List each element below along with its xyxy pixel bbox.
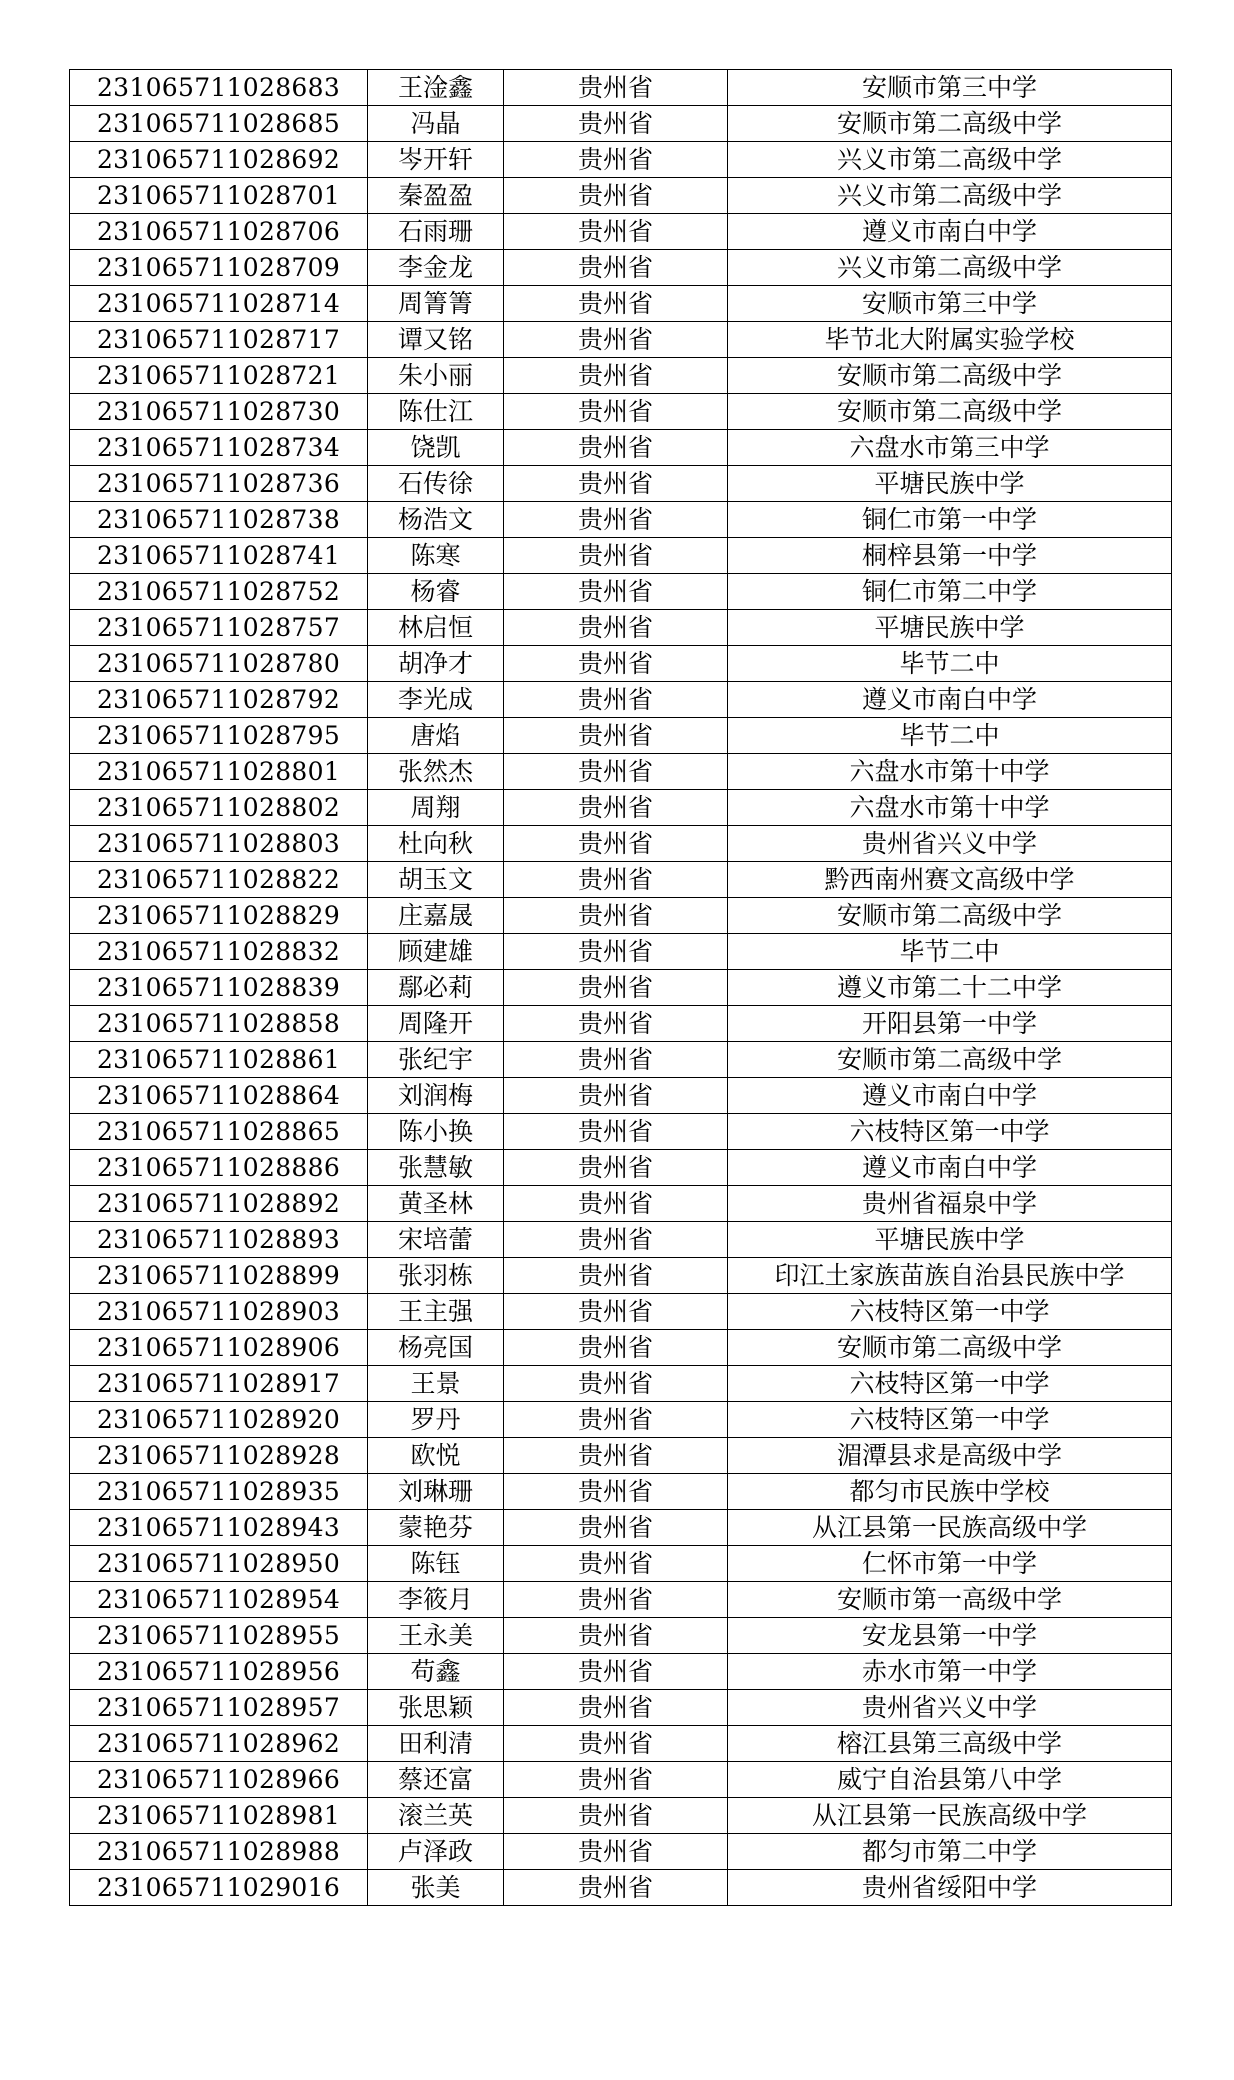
province-cell: 贵州省	[504, 322, 728, 358]
school-cell: 安顺市第一高级中学	[728, 1582, 1172, 1618]
student-name-cell: 李金龙	[368, 250, 504, 286]
province-cell: 贵州省	[504, 1690, 728, 1726]
student-id-cell: 231065711028706	[70, 214, 368, 250]
student-name-cell: 杨亮国	[368, 1330, 504, 1366]
school-cell: 都匀市民族中学校	[728, 1474, 1172, 1510]
student-name-cell: 黄圣林	[368, 1186, 504, 1222]
student-name-cell: 杨浩文	[368, 502, 504, 538]
table-row	[70, 1006, 1172, 1042]
province-cell: 贵州省	[504, 754, 728, 790]
school-cell: 印江土家族苗族自治县民族中学	[728, 1258, 1172, 1294]
table-row	[70, 70, 1172, 106]
student-id-cell: 231065711028956	[70, 1654, 368, 1690]
student-name-cell: 秦盈盈	[368, 178, 504, 214]
school-cell: 湄潭县求是高级中学	[728, 1438, 1172, 1474]
school-cell: 兴义市第二高级中学	[728, 250, 1172, 286]
table-row	[70, 178, 1172, 214]
student-id-cell: 231065711028717	[70, 322, 368, 358]
table-row	[70, 682, 1172, 718]
province-cell: 贵州省	[504, 1366, 728, 1402]
student-name-cell: 鄢必莉	[368, 970, 504, 1006]
student-name-cell: 刘润梅	[368, 1078, 504, 1114]
student-name-cell: 岑开轩	[368, 142, 504, 178]
school-cell: 安顺市第二高级中学	[728, 898, 1172, 934]
student-id-cell: 231065711028861	[70, 1042, 368, 1078]
table-row	[70, 1078, 1172, 1114]
province-cell: 贵州省	[504, 574, 728, 610]
table-row	[70, 1330, 1172, 1366]
school-cell: 平塘民族中学	[728, 1222, 1172, 1258]
student-id-cell: 231065711028738	[70, 502, 368, 538]
school-cell: 毕节二中	[728, 934, 1172, 970]
table-row	[70, 394, 1172, 430]
table-row	[70, 646, 1172, 682]
province-cell: 贵州省	[504, 1510, 728, 1546]
province-cell: 贵州省	[504, 826, 728, 862]
student-id-cell: 231065711028839	[70, 970, 368, 1006]
table-row	[70, 862, 1172, 898]
province-cell: 贵州省	[504, 1294, 728, 1330]
province-cell: 贵州省	[504, 682, 728, 718]
school-cell: 安龙县第一中学	[728, 1618, 1172, 1654]
table-row	[70, 1042, 1172, 1078]
student-name-cell: 田利清	[368, 1726, 504, 1762]
province-cell: 贵州省	[504, 1654, 728, 1690]
province-cell: 贵州省	[504, 1006, 728, 1042]
student-name-cell: 张慧敏	[368, 1150, 504, 1186]
table-row	[70, 322, 1172, 358]
school-cell: 仁怀市第一中学	[728, 1546, 1172, 1582]
school-cell: 铜仁市第二中学	[728, 574, 1172, 610]
table-row	[70, 1582, 1172, 1618]
province-cell: 贵州省	[504, 1078, 728, 1114]
student-name-cell: 张羽栋	[368, 1258, 504, 1294]
province-cell: 贵州省	[504, 898, 728, 934]
student-name-cell: 唐焰	[368, 718, 504, 754]
student-id-cell: 231065711028752	[70, 574, 368, 610]
school-cell: 遵义市南白中学	[728, 1150, 1172, 1186]
table-row	[70, 286, 1172, 322]
student-id-cell: 231065711028858	[70, 1006, 368, 1042]
province-cell: 贵州省	[504, 502, 728, 538]
student-id-cell: 231065711028721	[70, 358, 368, 394]
school-cell: 安顺市第二高级中学	[728, 106, 1172, 142]
student-name-cell: 卢泽政	[368, 1834, 504, 1870]
student-name-cell: 陈仕江	[368, 394, 504, 430]
province-cell: 贵州省	[504, 214, 728, 250]
student-id-cell: 231065711028803	[70, 826, 368, 862]
province-cell: 贵州省	[504, 1402, 728, 1438]
school-cell: 六盘水市第三中学	[728, 430, 1172, 466]
table-row	[70, 1186, 1172, 1222]
student-id-cell: 231065711028709	[70, 250, 368, 286]
student-id-cell: 231065711028886	[70, 1150, 368, 1186]
province-cell: 贵州省	[504, 1186, 728, 1222]
school-cell: 平塘民族中学	[728, 610, 1172, 646]
school-cell: 贵州省福泉中学	[728, 1186, 1172, 1222]
table-row	[70, 358, 1172, 394]
school-cell: 贵州省兴义中学	[728, 1690, 1172, 1726]
student-table	[69, 69, 1172, 1906]
student-id-cell: 231065711028822	[70, 862, 368, 898]
student-id-cell: 231065711028757	[70, 610, 368, 646]
table-row	[70, 898, 1172, 934]
student-name-cell: 王景	[368, 1366, 504, 1402]
province-cell: 贵州省	[504, 394, 728, 430]
student-name-cell: 张然杰	[368, 754, 504, 790]
student-id-cell: 231065711028935	[70, 1474, 368, 1510]
student-name-cell: 庄嘉晟	[368, 898, 504, 934]
student-id-cell: 231065711028864	[70, 1078, 368, 1114]
student-name-cell: 苟鑫	[368, 1654, 504, 1690]
student-name-cell: 冯晶	[368, 106, 504, 142]
school-cell: 遵义市南白中学	[728, 682, 1172, 718]
table-row	[70, 934, 1172, 970]
province-cell: 贵州省	[504, 1618, 728, 1654]
school-cell: 铜仁市第一中学	[728, 502, 1172, 538]
province-cell: 贵州省	[504, 718, 728, 754]
province-cell: 贵州省	[504, 1582, 728, 1618]
student-id-cell: 231065711028893	[70, 1222, 368, 1258]
school-cell: 从江县第一民族高级中学	[728, 1510, 1172, 1546]
student-id-cell: 231065711028892	[70, 1186, 368, 1222]
province-cell: 贵州省	[504, 1258, 728, 1294]
school-cell: 安顺市第二高级中学	[728, 394, 1172, 430]
school-cell: 六盘水市第十中学	[728, 754, 1172, 790]
school-cell: 六枝特区第一中学	[728, 1114, 1172, 1150]
student-name-cell: 张美	[368, 1870, 504, 1906]
table-row	[70, 1870, 1172, 1906]
school-cell: 六枝特区第一中学	[728, 1294, 1172, 1330]
province-cell: 贵州省	[504, 1726, 728, 1762]
table-row	[70, 1258, 1172, 1294]
student-name-cell: 陈寒	[368, 538, 504, 574]
province-cell: 贵州省	[504, 250, 728, 286]
province-cell: 贵州省	[504, 1150, 728, 1186]
student-id-cell: 231065711028683	[70, 70, 368, 106]
school-cell: 开阳县第一中学	[728, 1006, 1172, 1042]
student-id-cell: 231065711028802	[70, 790, 368, 826]
table-row	[70, 1510, 1172, 1546]
student-id-cell: 231065711028829	[70, 898, 368, 934]
student-name-cell: 杜向秋	[368, 826, 504, 862]
school-cell: 威宁自治县第八中学	[728, 1762, 1172, 1798]
table-row	[70, 826, 1172, 862]
school-cell: 黔西南州赛文高级中学	[728, 862, 1172, 898]
table-row	[70, 1402, 1172, 1438]
school-cell: 兴义市第二高级中学	[728, 178, 1172, 214]
student-name-cell: 王淦鑫	[368, 70, 504, 106]
student-id-cell: 231065711028988	[70, 1834, 368, 1870]
province-cell: 贵州省	[504, 862, 728, 898]
province-cell: 贵州省	[504, 1798, 728, 1834]
province-cell: 贵州省	[504, 1438, 728, 1474]
table-row	[70, 790, 1172, 826]
student-name-cell: 李光成	[368, 682, 504, 718]
table-row	[70, 610, 1172, 646]
school-cell: 遵义市南白中学	[728, 1078, 1172, 1114]
province-cell: 贵州省	[504, 1114, 728, 1150]
school-cell: 安顺市第二高级中学	[728, 358, 1172, 394]
table-row	[70, 142, 1172, 178]
student-id-cell: 231065711028906	[70, 1330, 368, 1366]
student-id-cell: 231065711028701	[70, 178, 368, 214]
province-cell: 贵州省	[504, 286, 728, 322]
table-row	[70, 574, 1172, 610]
table-row	[70, 1726, 1172, 1762]
school-cell: 贵州省兴义中学	[728, 826, 1172, 862]
table-row	[70, 1762, 1172, 1798]
province-cell: 贵州省	[504, 538, 728, 574]
student-name-cell: 蔡还富	[368, 1762, 504, 1798]
student-name-cell: 王永美	[368, 1618, 504, 1654]
province-cell: 贵州省	[504, 790, 728, 826]
student-name-cell: 周箐箐	[368, 286, 504, 322]
table-row	[70, 538, 1172, 574]
table-row	[70, 970, 1172, 1006]
student-id-cell: 231065711028962	[70, 1726, 368, 1762]
province-cell: 贵州省	[504, 106, 728, 142]
student-name-cell: 石传徐	[368, 466, 504, 502]
student-name-cell: 罗丹	[368, 1402, 504, 1438]
province-cell: 贵州省	[504, 934, 728, 970]
student-id-cell: 231065711028954	[70, 1582, 368, 1618]
student-id-cell: 231065711028917	[70, 1366, 368, 1402]
student-id-cell: 231065711028792	[70, 682, 368, 718]
school-cell: 遵义市第二十二中学	[728, 970, 1172, 1006]
school-cell: 毕节二中	[728, 718, 1172, 754]
province-cell: 贵州省	[504, 1870, 728, 1906]
student-name-cell: 陈小换	[368, 1114, 504, 1150]
student-id-cell: 231065711028957	[70, 1690, 368, 1726]
student-name-cell: 石雨珊	[368, 214, 504, 250]
student-id-cell: 231065711028943	[70, 1510, 368, 1546]
province-cell: 贵州省	[504, 430, 728, 466]
table-row	[70, 1654, 1172, 1690]
student-name-cell: 胡净才	[368, 646, 504, 682]
school-cell: 从江县第一民族高级中学	[728, 1798, 1172, 1834]
student-id-cell: 231065711028950	[70, 1546, 368, 1582]
province-cell: 贵州省	[504, 1042, 728, 1078]
student-id-cell: 231065711028685	[70, 106, 368, 142]
student-id-cell: 231065711028741	[70, 538, 368, 574]
province-cell: 贵州省	[504, 178, 728, 214]
province-cell: 贵州省	[504, 70, 728, 106]
student-table-body	[70, 70, 1172, 1906]
table-row	[70, 1474, 1172, 1510]
table-row	[70, 1798, 1172, 1834]
student-id-cell: 231065711028730	[70, 394, 368, 430]
student-name-cell: 蒙艳芬	[368, 1510, 504, 1546]
student-name-cell: 张纪宇	[368, 1042, 504, 1078]
province-cell: 贵州省	[504, 1834, 728, 1870]
school-cell: 平塘民族中学	[728, 466, 1172, 502]
student-id-cell: 231065711028981	[70, 1798, 368, 1834]
document-page	[69, 69, 1171, 1906]
school-cell: 六枝特区第一中学	[728, 1402, 1172, 1438]
student-name-cell: 胡玉文	[368, 862, 504, 898]
table-row	[70, 502, 1172, 538]
school-cell: 兴义市第二高级中学	[728, 142, 1172, 178]
student-id-cell: 231065711028734	[70, 430, 368, 466]
student-name-cell: 宋培蕾	[368, 1222, 504, 1258]
student-id-cell: 231065711028966	[70, 1762, 368, 1798]
school-cell: 毕节二中	[728, 646, 1172, 682]
student-id-cell: 231065711028692	[70, 142, 368, 178]
province-cell: 贵州省	[504, 610, 728, 646]
table-row	[70, 1690, 1172, 1726]
province-cell: 贵州省	[504, 1222, 728, 1258]
student-id-cell: 231065711029016	[70, 1870, 368, 1906]
table-row	[70, 1546, 1172, 1582]
province-cell: 贵州省	[504, 142, 728, 178]
student-name-cell: 周翔	[368, 790, 504, 826]
student-name-cell: 刘琳珊	[368, 1474, 504, 1510]
student-id-cell: 231065711028795	[70, 718, 368, 754]
student-name-cell: 李筱月	[368, 1582, 504, 1618]
school-cell: 安顺市第二高级中学	[728, 1330, 1172, 1366]
table-row	[70, 214, 1172, 250]
province-cell: 贵州省	[504, 646, 728, 682]
table-row	[70, 754, 1172, 790]
student-id-cell: 231065711028832	[70, 934, 368, 970]
table-row	[70, 1618, 1172, 1654]
student-id-cell: 231065711028865	[70, 1114, 368, 1150]
student-id-cell: 231065711028714	[70, 286, 368, 322]
school-cell: 安顺市第二高级中学	[728, 1042, 1172, 1078]
province-cell: 贵州省	[504, 1474, 728, 1510]
school-cell: 桐梓县第一中学	[728, 538, 1172, 574]
student-id-cell: 231065711028780	[70, 646, 368, 682]
student-id-cell: 231065711028955	[70, 1618, 368, 1654]
table-row	[70, 430, 1172, 466]
school-cell: 贵州省绥阳中学	[728, 1870, 1172, 1906]
school-cell: 榕江县第三高级中学	[728, 1726, 1172, 1762]
school-cell: 赤水市第一中学	[728, 1654, 1172, 1690]
student-name-cell: 饶凯	[368, 430, 504, 466]
student-id-cell: 231065711028928	[70, 1438, 368, 1474]
table-row	[70, 1438, 1172, 1474]
student-id-cell: 231065711028801	[70, 754, 368, 790]
table-row	[70, 1222, 1172, 1258]
student-id-cell: 231065711028736	[70, 466, 368, 502]
province-cell: 贵州省	[504, 970, 728, 1006]
school-cell: 安顺市第三中学	[728, 70, 1172, 106]
student-id-cell: 231065711028899	[70, 1258, 368, 1294]
student-id-cell: 231065711028920	[70, 1402, 368, 1438]
table-row	[70, 1834, 1172, 1870]
student-name-cell: 张思颖	[368, 1690, 504, 1726]
province-cell: 贵州省	[504, 1546, 728, 1582]
school-cell: 六枝特区第一中学	[728, 1366, 1172, 1402]
table-row	[70, 1294, 1172, 1330]
school-cell: 毕节北大附属实验学校	[728, 322, 1172, 358]
table-row	[70, 1114, 1172, 1150]
student-name-cell: 林启恒	[368, 610, 504, 646]
school-cell: 遵义市南白中学	[728, 214, 1172, 250]
student-name-cell: 杨睿	[368, 574, 504, 610]
school-cell: 都匀市第二中学	[728, 1834, 1172, 1870]
student-name-cell: 滚兰英	[368, 1798, 504, 1834]
province-cell: 贵州省	[504, 1330, 728, 1366]
table-row	[70, 106, 1172, 142]
student-name-cell: 王主强	[368, 1294, 504, 1330]
table-row	[70, 250, 1172, 286]
student-name-cell: 谭又铭	[368, 322, 504, 358]
province-cell: 贵州省	[504, 358, 728, 394]
student-id-cell: 231065711028903	[70, 1294, 368, 1330]
student-name-cell: 顾建雄	[368, 934, 504, 970]
school-cell: 安顺市第三中学	[728, 286, 1172, 322]
table-row	[70, 1366, 1172, 1402]
student-name-cell: 欧悦	[368, 1438, 504, 1474]
table-row	[70, 718, 1172, 754]
province-cell: 贵州省	[504, 1762, 728, 1798]
table-row	[70, 1150, 1172, 1186]
student-name-cell: 朱小丽	[368, 358, 504, 394]
student-name-cell: 周隆开	[368, 1006, 504, 1042]
table-row	[70, 466, 1172, 502]
school-cell: 六盘水市第十中学	[728, 790, 1172, 826]
student-name-cell: 陈钰	[368, 1546, 504, 1582]
province-cell: 贵州省	[504, 466, 728, 502]
